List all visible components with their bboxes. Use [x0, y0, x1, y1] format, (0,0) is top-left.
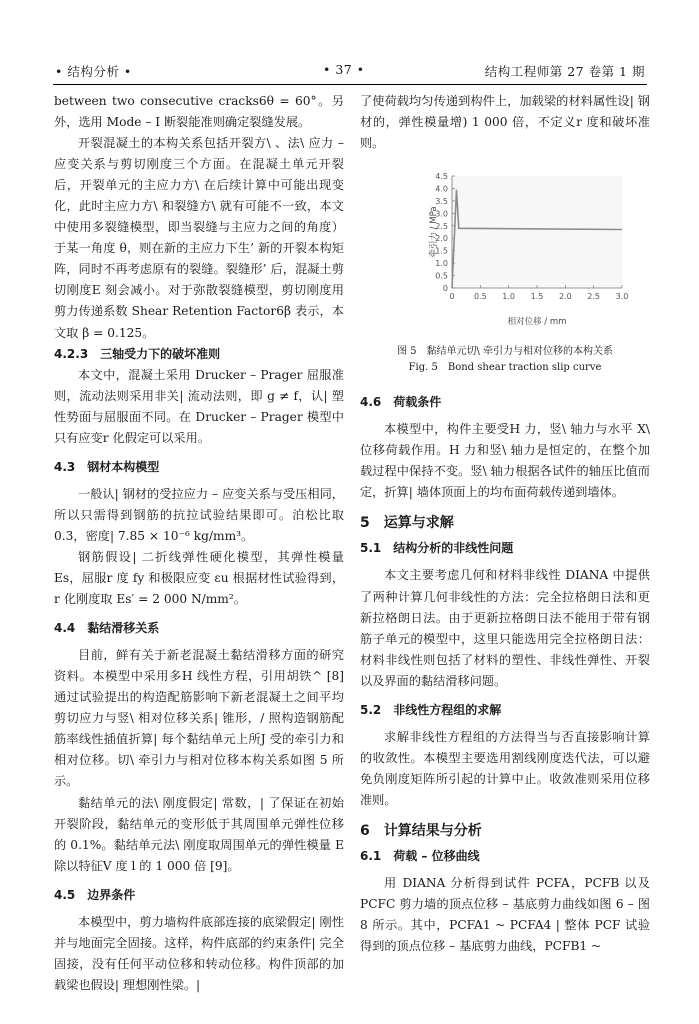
left-column: [54, 91, 344, 996]
paragraph: 本文主要考虑几何和材料非线性 DIANA 中提供了两种计算几何非线性的方法：完全拉格朗日法和更新拉格朗日法。由于更新拉格朗日法不能用于带有钢筋子单元的模型中，这里只能选用完全拉格朗日法：材料非线性则包括了材料的塑性、非线性弹性、开裂以及界面的黏结滑移问题。: [360, 568, 650, 688]
paragraph: 目前，鲜有关于新老混凝土黏结滑移方面的研究资料。本模型中采用多H 线性方程，引用胡铁^ [8] 通过试验提出的构造配筋影响下新老混凝土之间平均剪切应力与竖\ 相对位移关系| 锥形，/ 照构造钢筋配筋率线性插值折算| 每个黏结单元上所J 受的牵引力和相对位移。切\ 牵引力与相对位移本构关系如图 5 所示。: [54, 648, 344, 789]
section-heading-5-1: 5.1 结构分析的非线性问题: [360, 541, 514, 556]
y-tick-label: 4.0: [435, 184, 448, 194]
figure-5: [360, 154, 650, 386]
journal-title: 结构工程师第 27 卷第 1 期: [484, 64, 645, 79]
y-tick-label: 1.0: [435, 259, 448, 269]
paragraph: between two consecutive cracks6θ = 60°。另外，选用 Mode – I 断裂能准则确定裂缝发展。: [54, 94, 344, 130]
paragraph: 本模型中，剪力墙构件底部连接的底梁假定| 刚性并与地面完全固接。这样，构件底部的约束条件| 完全固接，没有任何平动位移和转动位移。构件顶部的加载梁也假设| 理想刚性梁。|: [54, 914, 344, 992]
y-axis-label: 牵引力 / MPa: [429, 206, 439, 258]
x-tick-label: 1.5: [530, 292, 544, 302]
y-tick-label: 2.0: [435, 234, 448, 244]
paragraph: 本文中，混凝土采用 Drucker – Prager 屈服准则，流动法则采用非关| 流动法则，即 g ≠ f，认| 塑性势面与屈服面不同。在 Drucker – Prager 模型中只有应变r 化假定可以采用。: [54, 367, 344, 445]
plot-area: [452, 176, 622, 288]
paragraph: 求解非线性方程组的方法得当与否直接影响计算的收敛性。本模型主要选用割线刚度迭代法，可以避免负刚度矩阵所引起的计算中止。收敛准则采用位移准则。: [360, 729, 650, 807]
paragraph: 本模型中，构件主要受H 力，竖\ 轴力与水平 X\ 位移荷载作用。H 力和竖\ 轴力是恒定的，在整个加载过程中保持不变。竖\ 轴力根据各试件的轴压比值而定，折算| 墙体顶面上的均布面荷载传递到墙体。: [360, 422, 650, 500]
y-tick-label: 3.5: [435, 197, 448, 207]
x-tick-label: 0.5: [473, 292, 487, 302]
y-tick-label: 4.5: [435, 172, 448, 182]
running-header-section: • 结构分析 •: [55, 64, 132, 79]
x-tick-label: 2.5: [587, 292, 601, 302]
paragraph: 黏结单元的法\ 刚度假定| 常数，| 了保证在初始开裂阶段，黏结单元的变形低于其周围单元弹性位移的 0.1%。黏结单元法\ 刚度取周围单元的弹性模量 E 除以特征V 度 l 的 1 000 倍 [9]。: [54, 795, 344, 873]
section-heading-6: 6 计算结果与分析: [360, 822, 482, 839]
paragraph: 开裂混凝土的本构关系包括开裂方\ 、法\ 应力 – 应变关系与剪切刚度三个方面。在混凝土单元开裂后，开裂单元的主应力方\ 在后续计算中可能出现变化，此时主应力方\ 和裂缝方\ 就有可能不一致，本文中使用多裂缝模型，即当裂缝与主应力之间的角度）于某一角度 θ，则在新的主应力下生’ 新的开裂本构矩阵，同时不再考虑原有的裂缝。裂缝形’ 后，混凝土剪切刚度E 刻会减小。对于弥散裂缝模型，剪切刚度用剪力传递系数 Shear Retention Factor6β 表示，本文取 β = 0.125。: [54, 136, 344, 340]
y-tick-label: 0.5: [435, 271, 448, 281]
y-tick-label: 3.0: [435, 209, 448, 219]
paragraph: 了使荷载均匀传递到构件上，加载梁的材料属性设| 钢材的，弹性模量增) 1 000 倍，不定义r 度和破坏准则。: [360, 94, 650, 151]
right-column: [360, 91, 650, 957]
section-heading-6-1: 6.1 荷载 – 位移曲线: [360, 849, 480, 864]
section-heading-5-2: 5.2 非线性方程组的求解: [360, 702, 502, 717]
x-axis-label: 相对位移 / mm: [507, 317, 567, 328]
y-tick-label: 1.5: [435, 246, 448, 256]
figure-caption-en: Fig. 5 Bond shear traction slip curve: [408, 362, 602, 374]
section-heading-4-4: 4.4 黏结滑移关系: [54, 621, 160, 636]
section-heading-5: 5 运算与求解: [360, 515, 454, 532]
x-tick-label: 0: [449, 292, 455, 302]
section-heading-4-3: 4.3 钢材本构模型: [54, 459, 160, 474]
section-heading-4-6: 4.6 荷载条件: [360, 395, 442, 410]
figure-caption-cn: 图 5 黏结单元切\ 牵引力与相对位移的本构关系: [396, 346, 614, 358]
section-heading-4-2-3: 4.2.3 三轴受力下的破坏准则: [54, 346, 221, 361]
x-tick-label: 1.0: [502, 292, 516, 302]
x-tick-label: 2.0: [558, 292, 572, 302]
header-divider: [53, 84, 647, 85]
section-heading-4-5: 4.5 边界条件: [54, 887, 136, 902]
y-tick-label: 0: [442, 284, 448, 294]
y-tick-label: 2.5: [435, 221, 448, 231]
paragraph: 一般认| 钢材的受拉应力 – 应变关系与受压相同，所以只需得到钢筋的抗拉试验结果即可。泊松比取 0.3，密度| 7.85 × 10⁻⁶ kg/mm³。: [54, 486, 344, 543]
paragraph: 钢筋假设| 二折线弹性硬化模型，其弹性模量 Es，屈服r 度 fy 和极限应变 εu 根据材性试验得到，r 化刚度取 Es′ = 2 000 N/mm²。: [54, 549, 344, 607]
page-number: • 37 •: [323, 62, 365, 77]
paragraph: 用 DIANA 分析得到试件 PCFA，PCFB 以及 PCFC 剪力墙的顶点位移 – 基底剪力曲线如图 6 – 图 8 所示。其中，PCFA1 ~ PCFA4 | 整体 PCF 试验得到的顶点位移 – 基底剪力曲线，PCFB1 ~: [360, 876, 650, 954]
x-tick-label: 3.0: [615, 292, 629, 302]
bond-slip-chart: [360, 154, 650, 344]
